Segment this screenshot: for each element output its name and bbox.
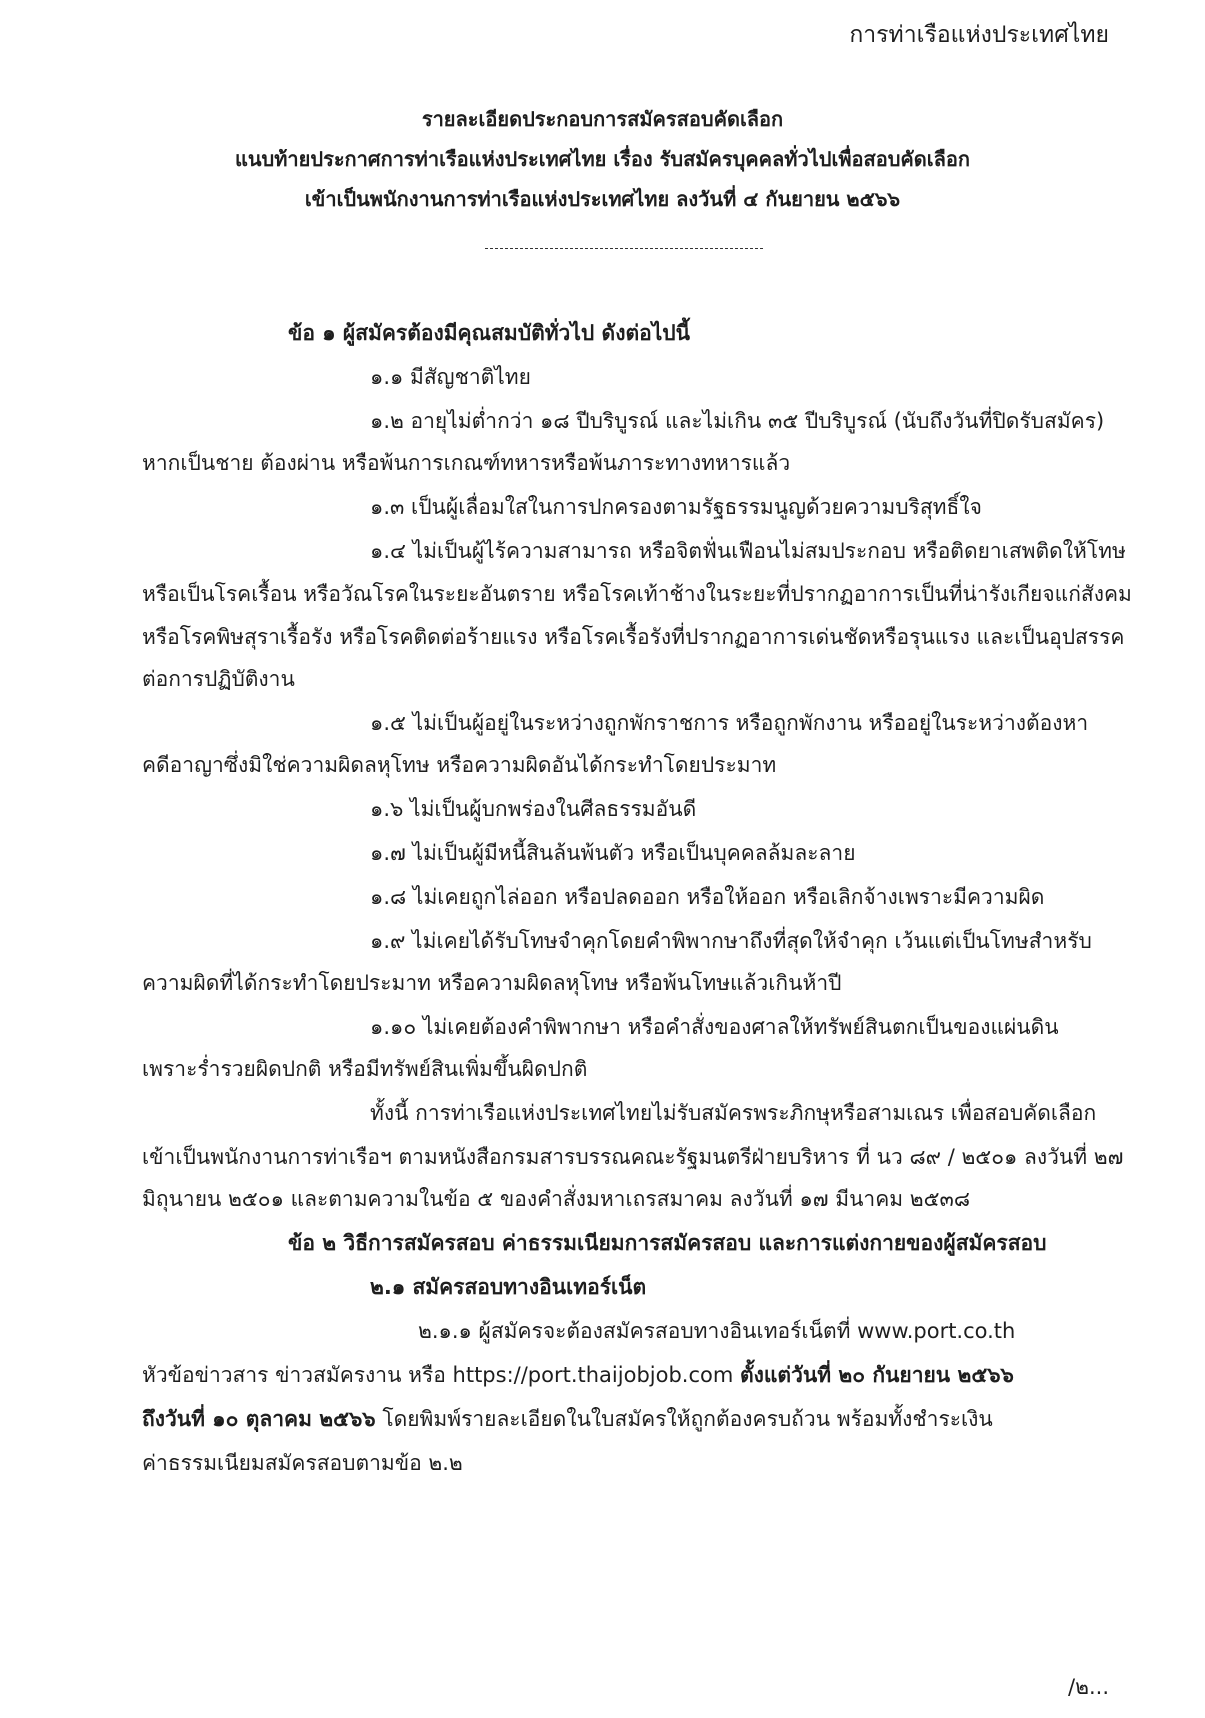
item-1-3: ๑.๓ เป็นผู้เลื่อมใสในการปกครองตามรัฐธรรมนูญด้วยความบริสุทธิ์ใจ xyxy=(370,495,982,519)
document-title-line-1: รายละเอียดประกอบการสมัครสอบคัดเลือก xyxy=(421,107,784,131)
item-1-4-line-3: หรือโรคพิษสุราเรื้อรัง หรือโรคติดต่อร้ายแรง หรือโรคเรื้อรังที่ปรากฏอาการเด่นชัดหรือรุนแรง และเป็นอุปสรรค xyxy=(142,625,1125,649)
item-2-1-1-line-1: ๒.๑.๑ ผู้สมัครจะต้องสมัครสอบทางอินเทอร์เน็ตที่ www.port.co.th xyxy=(418,1319,1016,1343)
item-1-9-line-2: ความผิดที่ได้กระทำโดยประมาท หรือความผิดลหุโทษ หรือพ้นโทษแล้วเกินห้าปี xyxy=(142,971,842,995)
item-1-1: ๑.๑ มีสัญชาติไทย xyxy=(370,365,531,389)
document-title-line-3: เข้าเป็นพนักงานการท่าเรือแห่งประเทศไทย ลงวันที่ ๔ กันยายน ๒๕๖๖ xyxy=(304,187,901,211)
section-2-1-heading: ๒.๑ สมัครสอบทางอินเทอร์เน็ต xyxy=(370,1275,647,1299)
note-line-1: ทั้งนี้ การท่าเรือแห่งประเทศไทยไม่รับสมัครพระภิกษุหรือสามเณร เพื่อสอบคัดเลือก xyxy=(370,1101,1097,1125)
item-1-10-line-1: ๑.๑๐ ไม่เคยต้องคำพิพากษา หรือคำสั่งของศาลให้ทรัพย์สินตกเป็นของแผ่นดิน xyxy=(370,1015,1059,1039)
next-page-marker: /๒... xyxy=(1068,1675,1109,1699)
organization-header: การท่าเรือแห่งประเทศไทย xyxy=(849,22,1109,48)
item-1-4-line-1: ๑.๔ ไม่เป็นผู้ไร้ความสามารถ หรือจิตฟั่นเฟือนไม่สมประกอบ หรือติดยาเสพติดให้โทษ xyxy=(370,539,1126,563)
application-end-date: ถึงวันที่ ๑๐ ตุลาคม ๒๕๖๖ xyxy=(142,1407,376,1431)
item-1-5-line-1: ๑.๕ ไม่เป็นผู้อยู่ในระหว่างถูกพักราชการ หรือถูกพักงาน หรืออยู่ในระหว่างต้องหา xyxy=(370,711,1089,735)
item-1-10-line-2: เพราะร่ำรวยผิดปกติ หรือมีทรัพย์สินเพิ่มขึ้นผิดปกติ xyxy=(142,1057,588,1081)
section-1-heading: ข้อ ๑ ผู้สมัครต้องมีคุณสมบัติทั่วไป ดังต่อไปนี้ xyxy=(288,321,690,345)
item-1-2-line-2: หากเป็นชาย ต้องผ่าน หรือพ้นการเกณฑ์ทหารหรือพ้นภาระทางทหารแล้ว xyxy=(142,451,791,475)
item-1-4-line-2: หรือเป็นโรคเรื้อน หรือวัณโรคในระยะอันตราย หรือโรคเท้าช้างในระยะที่ปรากฏอาการเป็นที่น่ารังเกียจแก่สังคม xyxy=(142,582,1132,606)
application-instruction-text: โดยพิมพ์รายละเอียดในใบสมัครให้ถูกต้องครบถ้วน พร้อมทั้งชำระเงิน xyxy=(382,1407,993,1431)
item-1-2-line-1: ๑.๒ อายุไม่ต่ำกว่า ๑๘ ปีบริบูรณ์ และไม่เกิน ๓๕ ปีบริบูรณ์ (นับถึงวันที่ปิดรับสมัคร) xyxy=(370,409,1105,433)
title-divider xyxy=(485,248,763,249)
application-website-text: หัวข้อข่าวสาร ข่าวสมัครงาน หรือ https://port.thaijobjob.com xyxy=(142,1363,734,1387)
section-2-heading: ข้อ ๒ วิธีการสมัครสอบ ค่าธรรมเนียมการสมัครสอบ และการแต่งกายของผู้สมัครสอบ xyxy=(288,1231,1047,1255)
note-line-3: มิถุนายน ๒๕๐๑ และตามความในข้อ ๕ ของคำสั่งมหาเถรสมาคม ลงวันที่ ๑๗ มีนาคม ๒๕๓๘ xyxy=(142,1187,971,1211)
item-1-9-line-1: ๑.๙ ไม่เคยได้รับโทษจำคุกโดยคำพิพากษาถึงที่สุดให้จำคุก เว้นแต่เป็นโทษสำหรับ xyxy=(370,929,1092,953)
item-2-1-1-line-4: ค่าธรรมเนียมสมัครสอบตามข้อ ๒.๒ xyxy=(142,1451,463,1475)
item-2-1-1-line-2 xyxy=(142,1360,1014,1390)
item-1-8: ๑.๘ ไม่เคยถูกไล่ออก หรือปลดออก หรือให้ออก หรือเลิกจ้างเพราะมีความผิด xyxy=(370,885,1045,909)
item-1-4-line-4: ต่อการปฏิบัติงาน xyxy=(142,667,295,691)
item-1-5-line-2: คดีอาญาซึ่งมิใช่ความผิดลหุโทษ หรือความผิดอันได้กระทำโดยประมาท xyxy=(142,753,777,777)
note-line-2: เข้าเป็นพนักงานการท่าเรือฯ ตามหนังสือกรมสารบรรณคณะรัฐมนตรีฝ่ายบริหาร ที่ นว ๘๙ / ๒๕๐๑ ลงวันที่ ๒๗ xyxy=(142,1145,1124,1169)
item-1-6: ๑.๖ ไม่เป็นผู้บกพร่องในศีลธรรมอันดี xyxy=(370,797,697,821)
document-title-line-2: แนบท้ายประกาศการท่าเรือแห่งประเทศไทย เรื่อง รับสมัครบุคคลทั่วไปเพื่อสอบคัดเลือก xyxy=(234,147,971,171)
item-2-1-1-line-3 xyxy=(142,1404,993,1434)
item-1-7: ๑.๗ ไม่เป็นผู้มีหนี้สินล้นพ้นตัว หรือเป็นบุคคลล้มละลาย xyxy=(370,841,856,865)
application-start-date: ตั้งแต่วันที่ ๒๐ กันยายน ๒๕๖๖ xyxy=(740,1363,1014,1387)
